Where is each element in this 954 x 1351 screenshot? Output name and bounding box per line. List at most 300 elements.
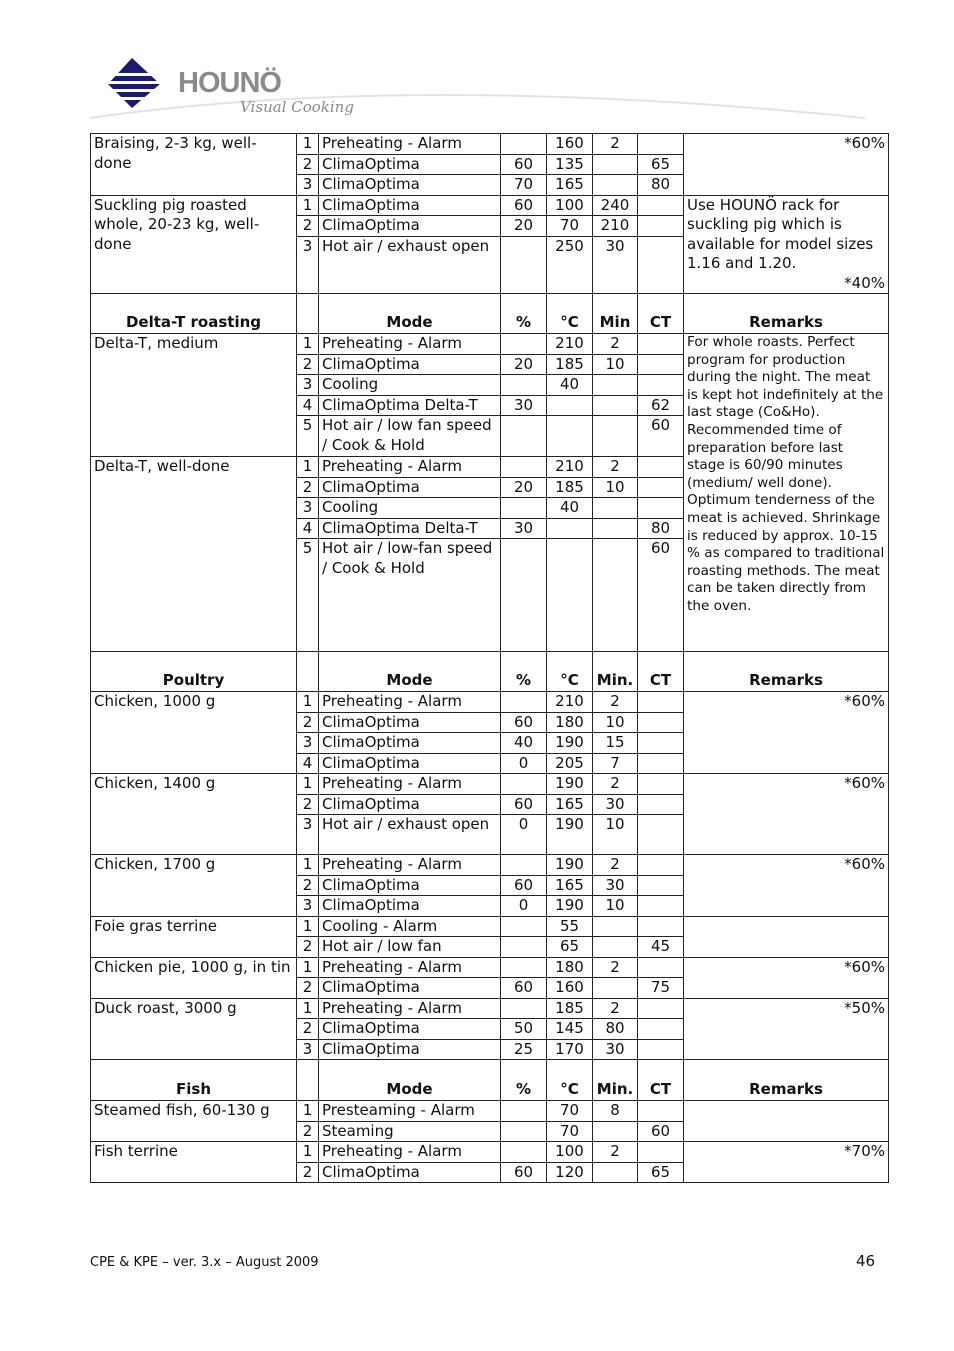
step-temp: [547, 395, 593, 416]
step-temp: 210: [547, 457, 593, 478]
step-row: [91, 692, 889, 713]
step-percent: 60: [501, 154, 547, 175]
step-row: [91, 774, 889, 795]
remark-text: For whole roasts. Perfect program for production during the night. The meat is kept hot indefinitely at the last stage (Co&Ho). Recommended time of preparation before last stage is 60/90 minutes (medium/ well done). Optimum tenderness of the meat is achieved. Shrinkage is reduced by approx. 10-15 % as compared to traditional roasting methods. The meat can be taken directly from the oven.: [687, 334, 885, 614]
temp-header: °C: [547, 1060, 593, 1101]
step-percent: 20: [501, 354, 547, 375]
step-number: 1: [297, 334, 319, 355]
step-mode: Preheating - Alarm: [319, 692, 501, 713]
recipe-name: Chicken, 1000 g: [91, 692, 297, 774]
step-percent: [501, 416, 547, 457]
step-mode: Steaming: [319, 1121, 501, 1142]
step-mode: ClimaOptima: [319, 753, 501, 774]
step-row: [91, 195, 889, 216]
step-mode: Preheating - Alarm: [319, 457, 501, 478]
step-percent: [501, 998, 547, 1019]
step-number: 3: [297, 815, 319, 855]
step-temp: 135: [547, 154, 593, 175]
step-percent: [501, 134, 547, 155]
step-ct: 45: [638, 937, 684, 958]
page-number: 46: [856, 1252, 876, 1270]
step-number: 1: [297, 692, 319, 713]
step-number: 5: [297, 416, 319, 457]
step-number: 2: [297, 1019, 319, 1040]
step-temp: 205: [547, 753, 593, 774]
step-number: 2: [297, 794, 319, 815]
step-ct: [638, 375, 684, 396]
remarks-header: Remarks: [684, 294, 889, 334]
step-row: [91, 916, 889, 937]
step-ct: [638, 195, 684, 216]
step-header: [297, 1060, 319, 1101]
hounoe-logo: [90, 52, 870, 124]
step-percent: [501, 1121, 547, 1142]
footer-version: CPE & KPE – ver. 3.x – August 2009: [90, 1255, 319, 1270]
step-number: 1: [297, 1142, 319, 1163]
step-number: 5: [297, 539, 319, 652]
step-mode: Hot air / exhaust open: [319, 815, 501, 855]
step-number: 2: [297, 477, 319, 498]
step-minutes: [593, 539, 638, 652]
step-temp: 180: [547, 712, 593, 733]
step-minutes: [593, 154, 638, 175]
step-number: 3: [297, 733, 319, 754]
step-row: [91, 1101, 889, 1122]
step-mode: ClimaOptima: [319, 1019, 501, 1040]
step-temp: 165: [547, 175, 593, 196]
step-temp: 160: [547, 134, 593, 155]
remarks-cell: [684, 692, 889, 774]
step-percent: [501, 236, 547, 293]
step-mode: Cooling - Alarm: [319, 916, 501, 937]
step-minutes: 2: [593, 774, 638, 795]
step-ct: [638, 692, 684, 713]
step-ct: [638, 998, 684, 1019]
step-number: 1: [297, 1101, 319, 1122]
step-number: 1: [297, 457, 319, 478]
recipe-name: Braising, 2-3 kg, well-done: [91, 134, 297, 196]
step-temp: 145: [547, 1019, 593, 1040]
step-ct: 62: [638, 395, 684, 416]
step-percent: [501, 957, 547, 978]
step-percent: 60: [501, 875, 547, 896]
step-percent: [501, 457, 547, 478]
step-number: 2: [297, 712, 319, 733]
step-temp: 65: [547, 937, 593, 958]
step-ct: 60: [638, 1121, 684, 1142]
step-mode: Preheating - Alarm: [319, 774, 501, 795]
step-minutes: 10: [593, 712, 638, 733]
mode-header: Mode: [319, 652, 501, 692]
step-minutes: 10: [593, 896, 638, 917]
step-mode: Hot air / low fan speed / Cook & Hold: [319, 416, 501, 457]
section-header-row: [91, 294, 889, 334]
step-temp: 210: [547, 334, 593, 355]
step-number: 2: [297, 978, 319, 999]
remarks-cell: [684, 134, 889, 196]
step-temp: 70: [547, 216, 593, 237]
step-row: [91, 998, 889, 1019]
step-ct: 80: [638, 518, 684, 539]
logo-wordmark: HOUNÖ: [178, 67, 281, 99]
step-percent: [501, 692, 547, 713]
step-ct: [638, 794, 684, 815]
step-ct: [638, 774, 684, 795]
recipe-name: Chicken, 1400 g: [91, 774, 297, 855]
step-number: 1: [297, 774, 319, 795]
step-header: [297, 294, 319, 334]
step-ct: [638, 236, 684, 293]
section-title: Fish: [91, 1060, 297, 1101]
step-percent: 0: [501, 896, 547, 917]
step-number: 2: [297, 875, 319, 896]
step-row: [91, 134, 889, 155]
step-minutes: 2: [593, 957, 638, 978]
remark-text: *60%: [844, 134, 885, 152]
step-temp: 100: [547, 195, 593, 216]
remarks-header: Remarks: [684, 652, 889, 692]
step-ct: 75: [638, 978, 684, 999]
recipe-name: Foie gras terrine: [91, 916, 297, 957]
step-number: 3: [297, 1039, 319, 1060]
step-mode: Preheating - Alarm: [319, 134, 501, 155]
step-percent: [501, 375, 547, 396]
step-number: 2: [297, 1121, 319, 1142]
step-percent: 0: [501, 815, 547, 855]
step-mode: Hot air / exhaust open: [319, 236, 501, 293]
step-mode: ClimaOptima: [319, 896, 501, 917]
step-percent: 50: [501, 1019, 547, 1040]
step-ct: 80: [638, 175, 684, 196]
step-percent: 30: [501, 518, 547, 539]
step-temp: 190: [547, 733, 593, 754]
step-minutes: 80: [593, 1019, 638, 1040]
step-temp: 190: [547, 896, 593, 917]
step-ct: 65: [638, 154, 684, 175]
step-minutes: [593, 395, 638, 416]
remark-text: *40%: [844, 273, 885, 292]
step-ct: [638, 815, 684, 855]
step-mode: Preheating - Alarm: [319, 1142, 501, 1163]
step-mode: ClimaOptima: [319, 154, 501, 175]
step-mode: ClimaOptima: [319, 175, 501, 196]
step-percent: [501, 855, 547, 876]
step-percent: [501, 539, 547, 652]
step-ct: 60: [638, 539, 684, 652]
step-minutes: 30: [593, 875, 638, 896]
remark-text: *60%: [844, 774, 885, 792]
step-percent: 20: [501, 477, 547, 498]
step-mode: Hot air / low fan: [319, 937, 501, 958]
step-ct: [638, 753, 684, 774]
ct-header: CT: [638, 652, 684, 692]
step-ct: [638, 855, 684, 876]
step-temp: 55: [547, 916, 593, 937]
ct-header: CT: [638, 1060, 684, 1101]
step-temp: 40: [547, 498, 593, 519]
step-number: 1: [297, 957, 319, 978]
step-percent: 60: [501, 978, 547, 999]
step-ct: [638, 712, 684, 733]
step-number: 1: [297, 916, 319, 937]
step-number: 3: [297, 498, 319, 519]
step-number: 4: [297, 753, 319, 774]
step-mode: ClimaOptima: [319, 195, 501, 216]
step-number: 2: [297, 354, 319, 375]
step-minutes: [593, 498, 638, 519]
step-mode: Presteaming - Alarm: [319, 1101, 501, 1122]
temp-header: °C: [547, 652, 593, 692]
step-number: 1: [297, 195, 319, 216]
step-minutes: 2: [593, 334, 638, 355]
step-ct: [638, 1142, 684, 1163]
step-mode: Preheating - Alarm: [319, 957, 501, 978]
logo-mark-icon: [100, 58, 168, 108]
step-mode: ClimaOptima: [319, 712, 501, 733]
step-ct: [638, 498, 684, 519]
step-percent: 60: [501, 712, 547, 733]
step-number: 3: [297, 896, 319, 917]
remark-text: Use HOUNÖ rack for suckling pig which is available for model sizes 1.16 and 1.20.: [687, 195, 874, 272]
recipe-name: Delta-T, medium: [91, 334, 297, 457]
step-mode: ClimaOptima: [319, 794, 501, 815]
step-number: 2: [297, 937, 319, 958]
step-ct: [638, 733, 684, 754]
step-mode: ClimaOptima: [319, 978, 501, 999]
step-minutes: 2: [593, 457, 638, 478]
step-percent: [501, 937, 547, 958]
remarks-cell: [684, 195, 889, 294]
recipe-name: Fish terrine: [91, 1142, 297, 1183]
step-temp: 70: [547, 1101, 593, 1122]
remark-text: *60%: [844, 855, 885, 873]
step-mode: Preheating - Alarm: [319, 334, 501, 355]
step-minutes: [593, 1162, 638, 1183]
step-minutes: 15: [593, 733, 638, 754]
step-row: [91, 957, 889, 978]
step-temp: 170: [547, 1039, 593, 1060]
step-number: 2: [297, 154, 319, 175]
section-title: Delta-T roasting: [91, 294, 297, 334]
step-row: [91, 855, 889, 876]
remarks-cell: [684, 998, 889, 1060]
temp-header: °C: [547, 294, 593, 334]
step-number: 3: [297, 375, 319, 396]
mode-header: Mode: [319, 1060, 501, 1101]
step-ct: [638, 354, 684, 375]
step-minutes: 7: [593, 753, 638, 774]
remarks-cell: [684, 916, 889, 957]
step-minutes: 2: [593, 855, 638, 876]
remarks-header: Remarks: [684, 1060, 889, 1101]
step-minutes: [593, 1121, 638, 1142]
step-temp: 160: [547, 978, 593, 999]
step-percent: [501, 916, 547, 937]
recipe-name: Chicken, 1700 g: [91, 855, 297, 917]
remark-text: *50%: [844, 998, 885, 1017]
step-number: 3: [297, 175, 319, 196]
step-temp: 180: [547, 957, 593, 978]
step-percent: 60: [501, 794, 547, 815]
step-temp: [547, 416, 593, 457]
step-minutes: 2: [593, 692, 638, 713]
step-mode: ClimaOptima: [319, 477, 501, 498]
section-title: Poultry: [91, 652, 297, 692]
percent-header: %: [501, 294, 547, 334]
step-minutes: [593, 518, 638, 539]
step-temp: [547, 539, 593, 652]
step-mode: ClimaOptima: [319, 1039, 501, 1060]
step-temp: 70: [547, 1121, 593, 1142]
step-mode: ClimaOptima Delta-T: [319, 518, 501, 539]
step-temp: 185: [547, 354, 593, 375]
step-row: [91, 334, 889, 355]
step-mode: Preheating - Alarm: [319, 998, 501, 1019]
recipe-name: Duck roast, 3000 g: [91, 998, 297, 1060]
step-percent: 60: [501, 195, 547, 216]
step-number: 1: [297, 998, 319, 1019]
step-number: 4: [297, 395, 319, 416]
step-percent: [501, 1101, 547, 1122]
step-minutes: 10: [593, 477, 638, 498]
step-ct: [638, 1101, 684, 1122]
step-minutes: 30: [593, 1039, 638, 1060]
step-percent: [501, 774, 547, 795]
recipe-name: Chicken pie, 1000 g, in tin: [91, 957, 297, 998]
percent-header: %: [501, 1060, 547, 1101]
step-minutes: 10: [593, 354, 638, 375]
step-mode: Cooling: [319, 498, 501, 519]
step-ct: [638, 1019, 684, 1040]
step-percent: 25: [501, 1039, 547, 1060]
step-minutes: 240: [593, 195, 638, 216]
step-temp: 120: [547, 1162, 593, 1183]
step-temp: 165: [547, 875, 593, 896]
step-minutes: [593, 937, 638, 958]
step-percent: 0: [501, 753, 547, 774]
step-header: [297, 652, 319, 692]
step-ct: 60: [638, 416, 684, 457]
step-ct: [638, 916, 684, 937]
step-ct: [638, 957, 684, 978]
step-percent: 40: [501, 733, 547, 754]
step-percent: 30: [501, 395, 547, 416]
step-mode: Hot air / low-fan speed / Cook & Hold: [319, 539, 501, 652]
step-ct: [638, 457, 684, 478]
recipe-name: Delta-T, well-done: [91, 457, 297, 652]
step-minutes: [593, 916, 638, 937]
step-mode: ClimaOptima: [319, 1162, 501, 1183]
recipe-table: [90, 133, 889, 1183]
step-ct: [638, 1039, 684, 1060]
remark-text: *60%: [844, 692, 885, 710]
remark-text: *60%: [844, 957, 885, 976]
percent-header: %: [501, 652, 547, 692]
mode-header: Mode: [319, 294, 501, 334]
step-temp: 250: [547, 236, 593, 293]
step-mode: ClimaOptima: [319, 733, 501, 754]
step-ct: [638, 134, 684, 155]
step-mode: ClimaOptima Delta-T: [319, 395, 501, 416]
step-percent: 20: [501, 216, 547, 237]
step-number: 2: [297, 216, 319, 237]
step-minutes: 30: [593, 236, 638, 293]
logo-tagline: Visual Cooking: [240, 98, 354, 116]
step-mode: Cooling: [319, 375, 501, 396]
step-minutes: 10: [593, 815, 638, 855]
step-minutes: 8: [593, 1101, 638, 1122]
step-mode: Preheating - Alarm: [319, 855, 501, 876]
recipe-name: Suckling pig roasted whole, 20-23 kg, well-done: [91, 195, 297, 294]
step-percent: [501, 334, 547, 355]
step-percent: 60: [501, 1162, 547, 1183]
step-number: 3: [297, 236, 319, 293]
step-minutes: 30: [593, 794, 638, 815]
step-ct: [638, 216, 684, 237]
step-minutes: 2: [593, 134, 638, 155]
step-mode: ClimaOptima: [319, 875, 501, 896]
step-minutes: 210: [593, 216, 638, 237]
step-temp: 190: [547, 815, 593, 855]
recipe-name: Steamed fish, 60-130 g: [91, 1101, 297, 1142]
step-percent: [501, 1142, 547, 1163]
remark-text: *70%: [844, 1142, 885, 1160]
remarks-cell: [684, 957, 889, 998]
step-temp: 165: [547, 794, 593, 815]
step-temp: 190: [547, 774, 593, 795]
step-ct: [638, 875, 684, 896]
step-temp: 185: [547, 998, 593, 1019]
step-row: [91, 1142, 889, 1163]
remarks-cell: [684, 1142, 889, 1183]
minutes-header: Min.: [593, 1060, 638, 1101]
step-minutes: [593, 175, 638, 196]
remarks-cell: [684, 774, 889, 855]
step-temp: 210: [547, 692, 593, 713]
step-number: 4: [297, 518, 319, 539]
section-header-row: [91, 652, 889, 692]
step-minutes: [593, 375, 638, 396]
step-temp: 100: [547, 1142, 593, 1163]
step-number: 2: [297, 1162, 319, 1183]
step-mode: ClimaOptima: [319, 354, 501, 375]
step-temp: [547, 518, 593, 539]
step-temp: 190: [547, 855, 593, 876]
remarks-cell: [684, 334, 889, 652]
step-percent: 70: [501, 175, 547, 196]
step-minutes: [593, 978, 638, 999]
step-ct: [638, 477, 684, 498]
step-percent: [501, 498, 547, 519]
remarks-cell: [684, 1101, 889, 1142]
step-minutes: [593, 416, 638, 457]
step-number: 1: [297, 134, 319, 155]
step-temp: 185: [547, 477, 593, 498]
step-mode: ClimaOptima: [319, 216, 501, 237]
step-minutes: 2: [593, 998, 638, 1019]
step-ct: 65: [638, 1162, 684, 1183]
minutes-header: Min.: [593, 652, 638, 692]
step-ct: [638, 334, 684, 355]
step-temp: 40: [547, 375, 593, 396]
section-header-row: [91, 1060, 889, 1101]
step-ct: [638, 896, 684, 917]
step-minutes: 2: [593, 1142, 638, 1163]
ct-header: CT: [638, 294, 684, 334]
minutes-header: Min: [593, 294, 638, 334]
step-number: 1: [297, 855, 319, 876]
remarks-cell: [684, 855, 889, 917]
